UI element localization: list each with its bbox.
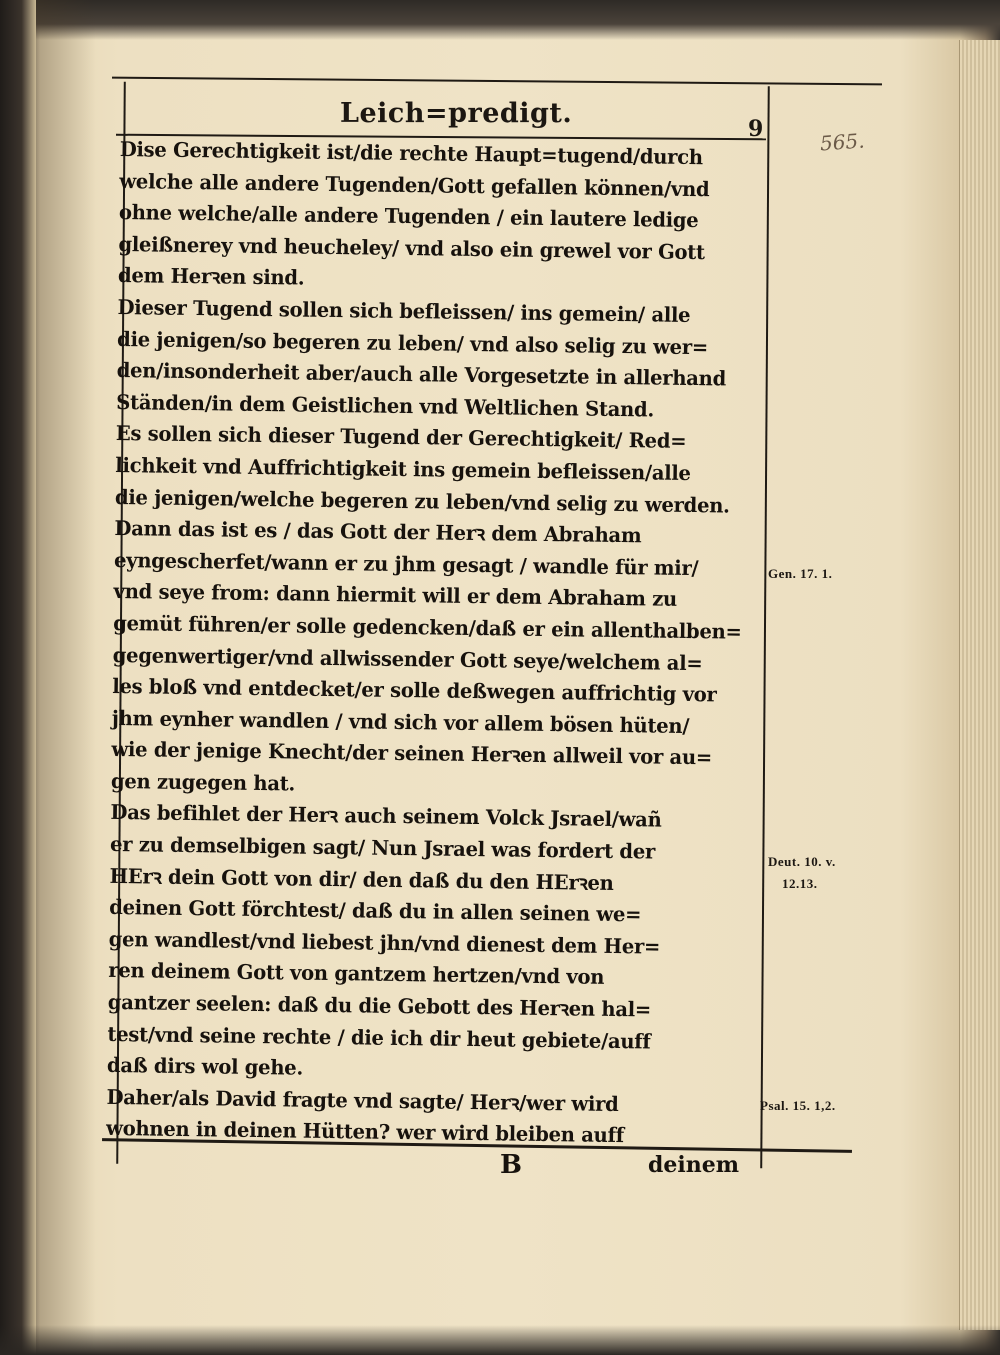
- text-line: jhm eynher wandlen / vnd sich vor allem bösen hüten/: [111, 705, 690, 738]
- running-head: Leich=predigt.: [340, 98, 573, 129]
- text-line: Dise Gerechtigkeit ist/die rechte Haupt=tugend/durch: [119, 136, 703, 170]
- marginal-note-deuteronomy-verses: 12.13.: [782, 876, 818, 891]
- marginal-note-psalm: Psal. 15. 1,2.: [760, 1098, 836, 1113]
- text-line: dem Herꝛen sind.: [117, 263, 305, 290]
- left-page-edge: [0, 0, 36, 1355]
- text-line: Dieser Tugend sollen sich befleissen/ ins gemein/ alle: [117, 294, 691, 327]
- text-line: gemüt führen/er solle gedencken/daß er ein allenthalben=: [113, 610, 742, 644]
- page-number: 9: [748, 116, 764, 142]
- text-line: er zu demselbigen sagt/ Nun Jsrael was fordert der: [109, 831, 656, 864]
- text-line: Daher/als David fragte vnd sagte/ Herꝛ/wer wird: [106, 1084, 619, 1116]
- text-line: test/vnd seine rechte / die ich dir heut gebiete/auff: [107, 1021, 651, 1054]
- text-line: vnd seye from: dann hiermit will er dem Abraham zu: [113, 579, 678, 612]
- text-line: Dann das ist es / das Gott der Herꝛ dem Abraham: [114, 516, 642, 548]
- text-line: den/insonderheit aber/auch alle Vorgesetzte in allerhand: [116, 358, 727, 391]
- catchword: deinem: [648, 1152, 740, 1178]
- top-background: [0, 0, 1000, 40]
- text-line: les bloß vnd entdecket/er solle deßwegen auffrichtig vor: [112, 674, 717, 707]
- text-line: gleißnerey vnd heucheley/ vnd also ein grewel vor Gott: [118, 231, 705, 264]
- text-line: gegenwertiger/vnd allwissender Gott seye/welchem al=: [112, 642, 703, 675]
- handwritten-folio-number: 565.: [819, 128, 866, 156]
- text-line: deinen Gott förchtest/ daß du in allen seinen we=: [109, 895, 642, 927]
- text-line: wie der jenige Knecht/der seinen Herꝛen allweil vor au=: [111, 737, 713, 770]
- signature-mark: B: [500, 1150, 522, 1180]
- text-line: die jenigen/so begeren zu leben/ vnd also selig zu wer=: [116, 326, 709, 359]
- printed-page: [60, 50, 960, 1310]
- text-line: welche alle andere Tugenden/Gott gefallen können/vnd: [119, 168, 710, 201]
- text-line: ren deinem Gott von gantzem hertzen/vnd von: [108, 958, 605, 990]
- text-line: daß dirs wol gehe.: [106, 1053, 304, 1080]
- text-line: Es sollen sich dieser Tugend der Gerechtigkeit/ Red=: [115, 421, 687, 454]
- marginal-note-deuteronomy: Deut. 10. v.: [768, 854, 836, 869]
- text-line: gen zugegen hat.: [110, 768, 296, 796]
- bottom-background: [0, 1325, 1000, 1355]
- text-line: Ständen/in dem Geistlichen vnd Weltlichen Stand.: [116, 389, 655, 422]
- page-stack-edge: [959, 40, 1000, 1330]
- body-text: [106, 134, 780, 1154]
- text-line: ohne welche/alle andere Tugenden / ein lautere ledige: [118, 200, 699, 233]
- text-line: die jenigen/welche begeren zu leben/vnd selig zu werden.: [114, 484, 730, 518]
- text-line: HErꝛ dein Gott von dir/ den daß du den HErꝛen: [109, 863, 614, 895]
- text-line: lichkeit vnd Auffrichtigkeit ins gemein befleissen/alle: [115, 452, 691, 485]
- marginal-note-genesis: Gen. 17. 1.: [768, 566, 833, 581]
- text-line: Das befihlet der Herꝛ auch seinem Volck Jsrael/wañ: [110, 800, 662, 833]
- text-line: eyngescherfet/wann er zu jhm gesagt / wandle für mir/: [113, 547, 699, 580]
- text-line: gantzer seelen: daß du die Gebott des Herꝛen hal=: [107, 989, 652, 1022]
- text-line: gen wandlest/vnd liebest jhn/vnd dienest dem Her=: [108, 926, 661, 959]
- text-line: wohnen in deinen Hütten? wer wird bleiben auff: [105, 1116, 624, 1148]
